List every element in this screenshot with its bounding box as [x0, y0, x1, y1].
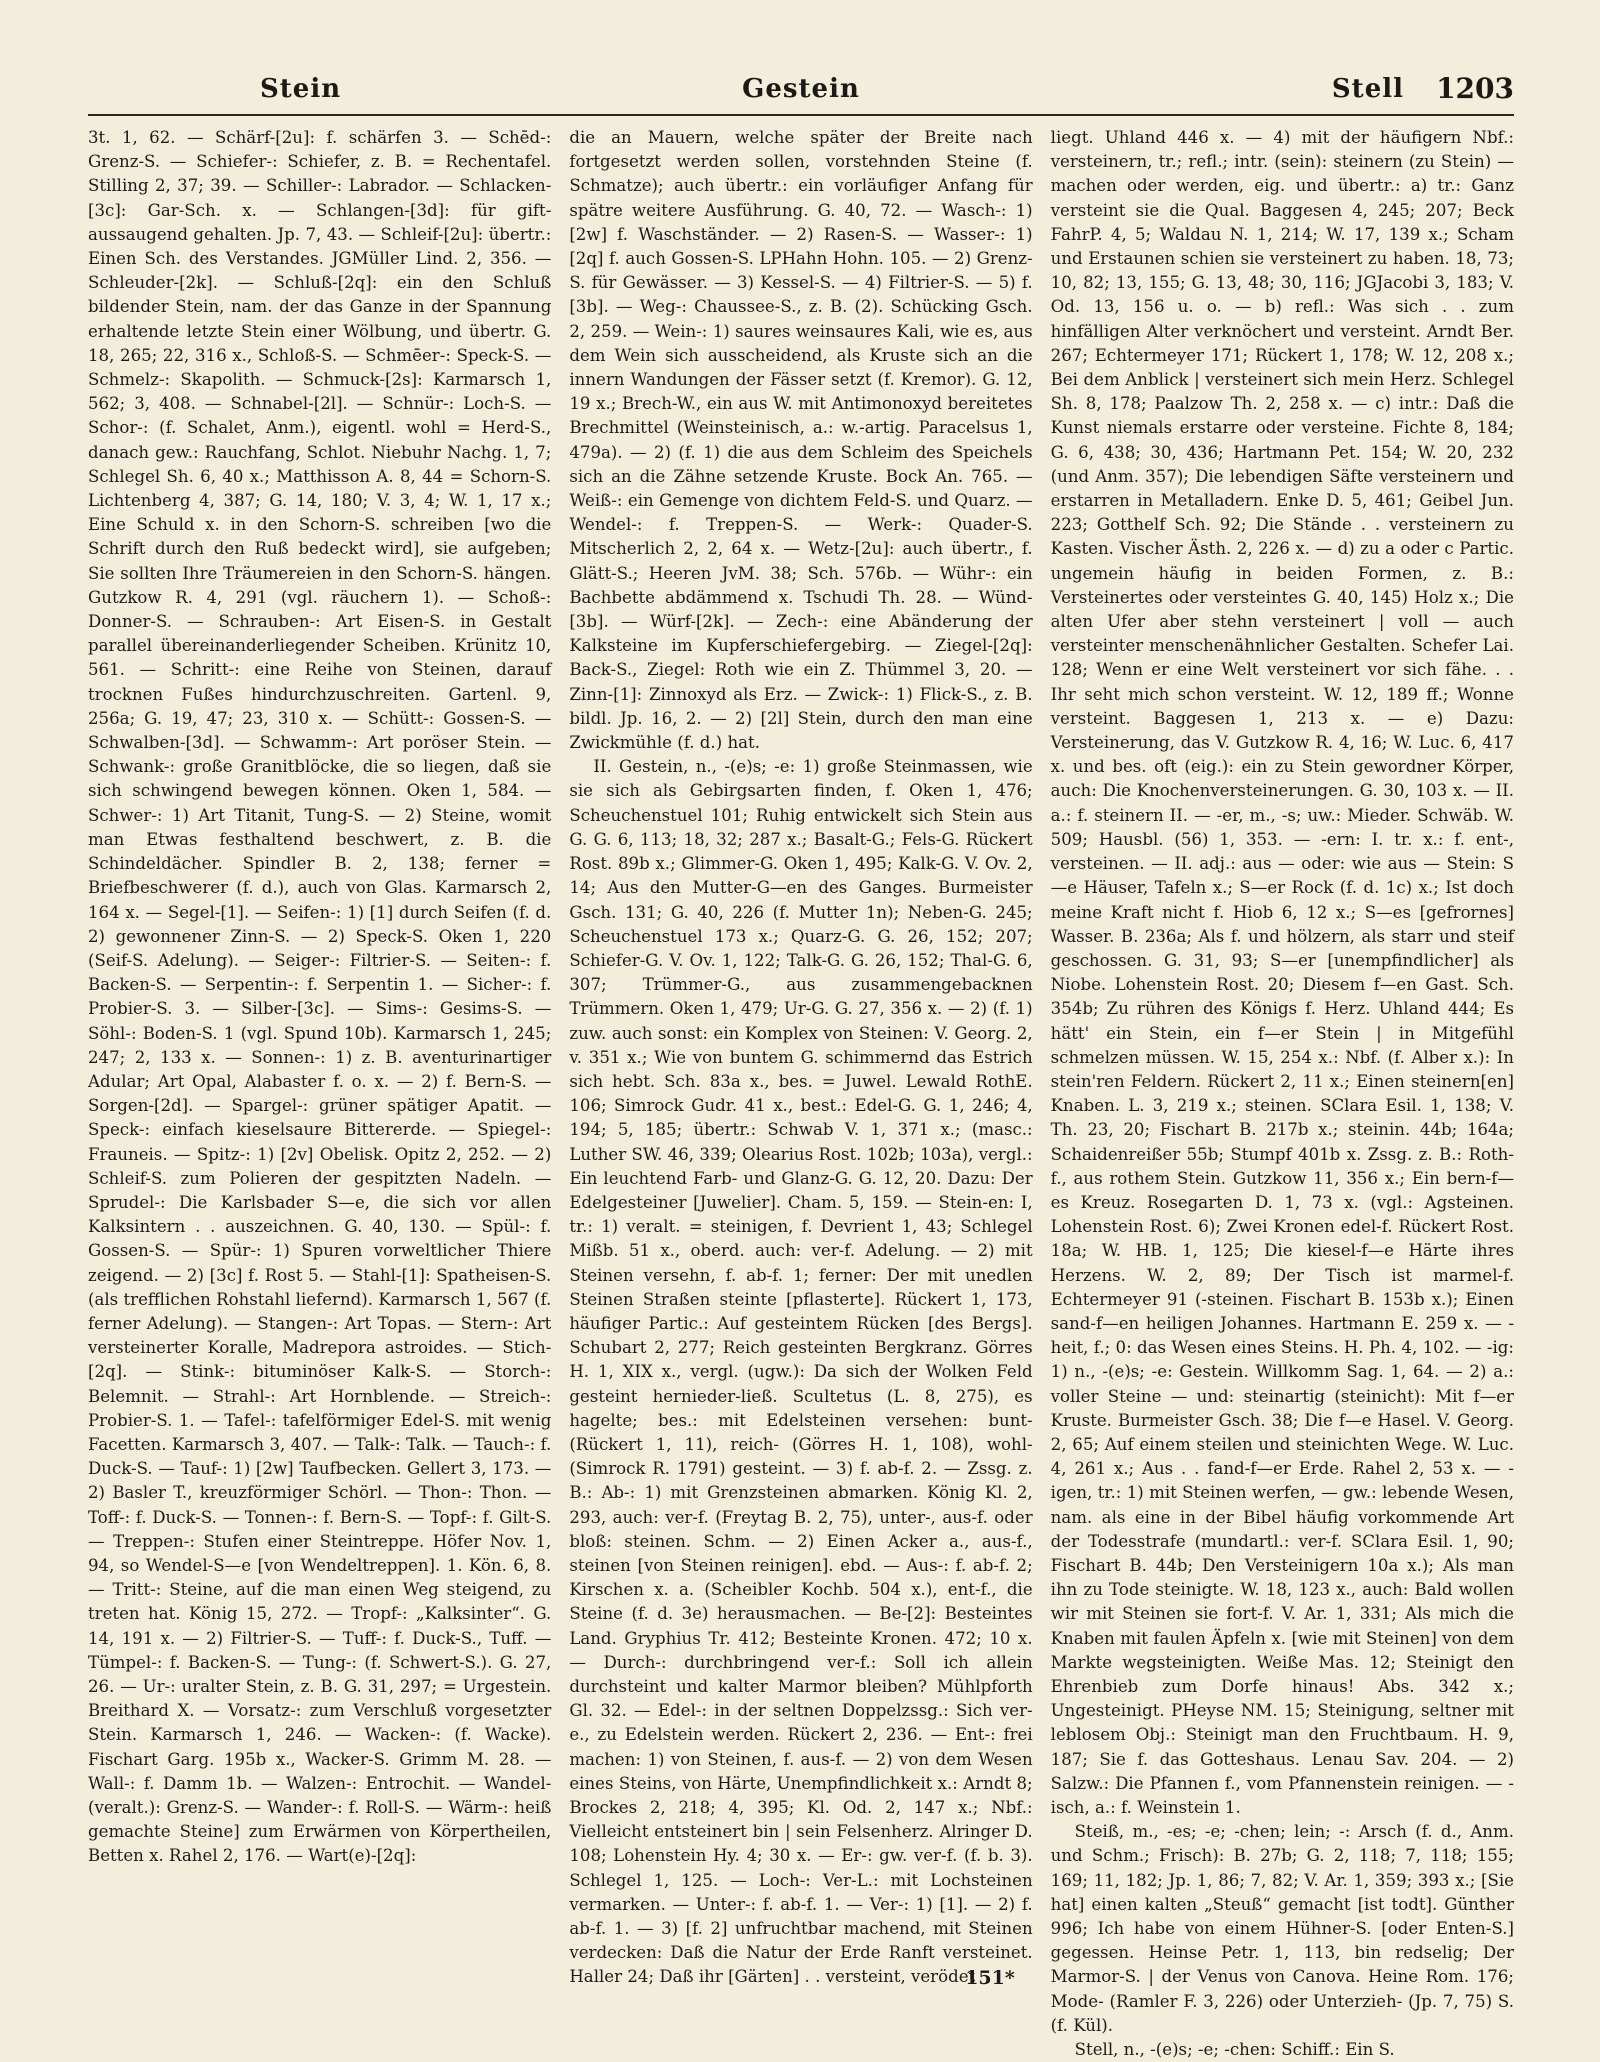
- header-center-word: Gestein: [742, 74, 860, 104]
- running-header: [88, 70, 1514, 116]
- page-number: 1203: [1436, 72, 1514, 105]
- column-1: [88, 126, 551, 1946]
- column-3: [1050, 126, 1514, 2060]
- header-right-word: Stell: [1331, 74, 1404, 104]
- column-3-paragraph-3: Stell, n., -(e)s; -e; -chen: Schiff.: Ein S.: [1074, 2040, 1395, 2060]
- page-footer: [0, 1967, 1600, 1989]
- column-2-paragraph-2: II. Gestein, n., -(e)s; -e: 1) große Steinmassen, wie sie sich als Gebirgsarten finden, f. Oken 1, 476; Scheuchenstuel 101; Ruhig entwickelt sich Stein aus G. G. 6, 113; 18, 32; 287 x.; Basalt-G.; Fels-G. Rückert Rost. 89b x.; Glimmer-G. Oken 1, 495; Kalk-G. V. Ov. 2, 14; Aus den Mutter-G—en des Ganges. Burmeister Gsch. 131; G. 40, 226 (f. Mutter 1n); Neben-G. 245; Scheuchenstuel 173 x.; Quarz-G. G. 26, 152; 207; Schiefer-G. V. Ov. 1, 122; Talk-G. G. 26, 152; Thal-G. 6, 307; Trümmer-G., aus zusammengebacknen Trümmern. Oken 1, 479; Ur-G. G. 27, 356 x. — 2) (f. 1) zuw. auch sonst: ein Komplex von Steinen: V. Georg. 2, v. 351 x.; Wie von buntem G. schimmernd das Estrich sich hebt. Sch. 83a x., bes. = Juwel. Lewald RothE. 106; Simrock Gudr. 41 x., best.: Edel-G. G. 1, 246; 4, 194; 5, 185; übertr.: Schwab V. 1, 371 x.; (masc.: Luther SW. 46, 339; Olearius Rost. 102b; 103a), vergl.: Ein leuchtend Farb- und Glanz-G. G. 12, 20. Dazu: Der Edelgesteiner [Juwelier]. Cham. 5, 159. — Stein-en: I, tr.: 1) veralt. = steinigen, f. Devrient 1, 43; Schlegel Mißb. 51 x., oberd. auch: ver-f. Adelung. — 2) mit Steinen versehn, f. ab-f. 1; ferner: Der mit unedlen Steinen Straßen steinte [pflasterte]. Rückert 1, 173, häufiger Partic.: Auf gesteintem Rücken [des Bergs]. Schubart 2, 277; Reich gesteinten Bergkranz. Görres H. 1, XIX x., vergl. (ugw.): Da sich der Wolken Feld gesteint hernieder-ließ. Scultetus (L. 8, 275), es hagelte; bes.: mit Edelsteinen versehen: bunt- (Rückert 1, 11), reich- (Görres H. 1, 108), wohl- (Simrock R. 1791) gesteint. — 3) f. ab-f. 2. — Zssg. z. B.: Ab-: 1) mit Grenzsteinen abmarken. König Kl. 2, 293, auch: ver-f. (Freytag B. 2, 75), unter-, aus-f. oder bloß: steinen. Schm. — 2) Einen Acker a., aus-f., steinen [von Steinen reinigen]. ebd. — Aus-: f. ab-f. 2; Kirschen x. a. (Scheibler Kochb. 504 x.), ent-f., die Steine (f. d. 3e) herausmachen. — Be-[2]: Besteintes Land. Gryphius Tr. 412; Besteinte Kronen. 472; 10 x. — Durch-: durchbringend ver-f.: Soll ich allein durchsteint und kalter Marmor bleiben? Mühlpforth Gl. 32. — Edel-: in der seltnen Doppelzssg.: Sich ver-e., zu Edelstein werden. Rückert 2, 236. — Ent-: frei machen: 1) von Steinen, f. aus-f. — 2) von dem Wesen eines Steins, von Härte, Unempfindlichkeit x.: Arndt 8; Brockes 2, 218; 4, 395; Kl. Od. 2, 147 x.; Nbf.: Vielleicht entsteinert bin | sein Felsenherz. Alringer D. 108; Lohenstein Hy. 4; 30 x. — Er-: gw. ver-f. (f. b. 3). Schlegel 1, 125. — Loch-: Ver-L.: mit Lochsteinen vermarken. — Unter-: f. ab-f. 1. — Ver-: 1) [1]. — 2) f. ab-f. 1. — 3) [f. 2] unfruchtbar machend, mit Steinen verdecken: Daß die Natur der Erde Ranft versteinet. Haller 24; Daß ihr [Gärten] . . versteint, verödet: [569, 757, 1033, 1987]
- column-2-paragraph-1: die an Mauern, welche später der Breite nach fortgesetzt werden sollen, vorstehnden Steine (f. Schmatze); auch übertr.: ein vorläufiger Anfang für spätre weitere Ausführung. G. 40, 72. — Wasch-: 1) [2w] f. Waschständer. — 2) Rasen-S. — Wasser-: 1) [2q] f. auch Gossen-S. LPHahn Hohn. 105. — 2) Grenz-S. für Gewässer. — 3) Kessel-S. — 4) Filtrier-S. — 5) f. [3b]. — Weg-: Chaussee-S., z. B. (2). Schücking Gsch. 2, 259. — Wein-: 1) saures weinsaures Kali, wie es, aus dem Wein sich ausscheidend, als Kruste sich an die innern Wandungen der Fässer setzt (f. Kremor). G. 12, 19 x.; Brech-W., ein aus W. mit Antimonoxyd bereitetes Brechmittel (Weinsteinisch, a.: w.-artig. Paracelsus 1, 479a). — 2) (f. 1) die aus dem Schleim des Speichels sich an die Zähne setzende Kruste. Bock An. 765. — Weiß-: ein Gemenge von dichtem Feld-S. und Quarz. — Wendel-: f. Treppen-S. — Werk-: Quader-S. Mitscherlich 2, 2, 64 x. — Wetz-[2u]: auch übertr., f. Glätt-S.; Heeren JvM. 38; Sch. 576b. — Wühr-: ein Bachbette abdämmend x. Tschudi Th. 28. — Wünd-[3b]. — Würf-[2k]. — Zech-: eine Abänderung der Kalksteine im Kupferschiefergebirg. — Ziegel-[2q]: Back-S., Ziegel: Roth wie ein Z. Thümmel 3, 20. — Zinn-[1]: Zinnoxyd als Erz. — Zwick-: 1) Flick-S., z. B. bildl. Jp. 16, 2. — 2) [2l] Stein, durch den man eine Zwickmühle (f. d.) hat.: [569, 128, 1033, 753]
- signature-mark: 151*: [965, 1967, 1015, 1989]
- header-left-word: Stein: [260, 74, 342, 104]
- column-3-paragraph-1: liegt. Uhland 446 x. — 4) mit der häufigern Nbf.: versteinern, tr.; refl.; intr. (sein): steinern (zu Stein) — machen oder werden, eig. und übertr.: a) tr.: Ganz versteint sie die Qual. Baggesen 4, 245; 207; Beck FahrP. 4, 5; Waldau N. 1, 214; W. 17, 139 x.; Scham und Erstaunen schien sie versteinert zu haben. 18, 73; 10, 82; 13, 155; G. 13, 48; 30, 116; JGJacobi 3, 183; V. Od. 13, 156 u. o. — b) refl.: Was sich . . zum hinfälligen Alter verknöchert und versteint. Arndt Ber. 267; Echtermeyer 171; Rückert 1, 178; W. 12, 208 x.; Bei dem Anblick | versteinert sich mein Herz. Schlegel Sh. 8, 178; Paalzow Th. 2, 258 x. — c) intr.: Daß die Kunst niemals erstarre oder versteine. Fichte 8, 184; G. 6, 438; 30, 436; Hartmann Pet. 154; W. 20, 232 (und Anm. 357); Die lebendigen Säfte versteinern und erstarren in Metalladern. Enke D. 5, 461; Geibel Jun. 223; Gotthelf Sch. 92; Die Stände . . versteinern zu Kasten. Vischer Ästh. 2, 226 x. — d) zu a oder c Partic. ungemein häufig in beiden Formen, z. B.: Versteinertes oder versteintes G. 40, 145) Holz x.; Die alten Ufer aber stehn versteinert | voll — auch versteinter menschenähnlicher Gestalten. Schefer Lai. 128; Wenn er eine Welt versteinert vor sich fähe. . . Ihr seht mich schon versteint. W. 12, 189 ff.; Wonne versteint. Baggesen 1, 213 x. — e) Dazu: Versteinerung, das V. Gutzkow R. 4, 16; W. Luc. 6, 417 x. und bes. oft (eig.): ein zu Stein gewordner Körper, auch: Die Knochenversteinerungen. G. 30, 103 x. — II. a.: f. steinern II. — -er, m., -s; uw.: Mieder. Schwäb. W. 509; Hausbl. (56) 1, 353. — -ern: I. tr. x.: f. ent-, versteinen. — II. adj.: aus — oder: wie aus — Stein: S—e Häuser, Tafeln x.; S—er Rock (f. d. 1c) x.; Ist doch meine Kraft nicht f. Hiob 6, 12 x.; S—es [gefrornes] Wasser. B. 236a; Als f. und hölzern, als starr und steif geschossen. G. 31, 93; S—er [unempfindlicher] als Niobe. Lohenstein Rost. 20; Diesem f—en Gast. Sch. 354b; Zu rühren des Königs f. Herz. Uhland 444; Es hätt' ein Stein, ein f—er Stein | in Mitgefühl schmelzen müssen. W. 15, 254 x.: Nbf. (f. Alber x.): In stein'ren Feldern. Rückert 2, 11 x.; Einen steinern[en] Knaben. L. 3, 219 x.; steinen. SClara Esil. 1, 138; V. Th. 23, 20; Fischart B. 217b x.; steinin. 44b; 164a; Schaidenreißer 55b; Stumpf 401b x. Zssg. z. B.: Roth-f., aus rothem Stein. Gutzkow 11, 356 x.; Ein bern-f—es Kreuz. Rosegarten D. 1, 73 x. (vgl.: Agsteinen. Lohenstein Rost. 6); Zwei Kronen edel-f. Rückert Rost. 18a; W. HB. 1, 125; Die kiesel-f—e Härte ihres Herzens. W. 2, 89; Der Tisch ist marmel-f. Echtermeyer 91 (-steinen. Fischart B. 153b x.); Einen sand-f—en heiligen Johannes. Hartmann E. 259 x. — -heit, f.; 0: das Wesen eines Steins. H. Ph. 4, 102. — -ig: 1) n., -(e)s; -e: Gestein. Willkomm Sag. 1, 64. — 2) a.: voller Steine — und: steinartig (steinicht): Mit f—er Kruste. Burmeister Gsch. 38; Die f—e Hasel. V. Georg. 2, 65; Auf einem steilen und steinichten Wege. W. Luc. 4, 261 x.; Aus . . fand-f—er Erde. Rahel 2, 53 x. — -igen, tr.: 1) mit Steinen werfen, — gw.: lebende Wesen, nam. als eine in der Bibel häufig vorkommende Art der Todesstrafe (mundartl.: ver-f. SClara Esil. 1, 90; Fischart B. 44b; Den Versteinigern 10a x.); Als man ihn zu Tode steinigte. W. 18, 123 x., auch: Bald wollen wir mit Steinen sie fort-f. V. Ar. 1, 331; Als mich die Knaben mit faulen Äpfeln x. [wie mit Steinen] von dem Markte wegsteinigten. Weiße Mas. 12; Steinigt den Ehrenbieb zum Dorfe hinaus! Abs. 342 x.; Ungesteinigt. PHeyse NM. 15; Steinigung, seltner mit leblosem Obj.: Steinigt man den Fruchtbaum. H. 9, 187; Sie f. das Gotteshaus. Lenau Sav. 204. — 2) Salzw.: Die Pfannen f., vom Pfannenstein reinigen. — -isch, a.: f. Weinstein 1.: [1050, 128, 1514, 1818]
- column-3-paragraph-2: Steiß, m., -es; -e; -chen; lein; -: Arsch (f. d., Anm. und Schm.; Frisch): B. 27b; G. 2, 118; 7, 118; 155; 169; 11, 182; Jp. 1, 86; 7, 82; V. Ar. 1, 359; 393 x.; [Sie hat] einen kalten „Steuß“ gemacht [ist todt]. Günther 996; Ich habe von einem Hühner-S. [oder Enten-S.] gegessen. Heinse Petr. 1, 113, bin redselig; Der Marmor-S. | der Venus von Canova. Heine Rom. 176; Mode- (Ramler F. 3, 226) oder Unterzieh- (Jp. 7, 75) S. (f. Kül).: [1050, 1822, 1514, 2035]
- column-1-paragraph-1: 3t. 1, 62. — Schärf-[2u]: f. schärfen 3. — Schēd-: Grenz-S. — Schiefer-: Schiefer, z. B. = Rechentafel. Stilling 2, 37; 39. — Schiller-: Labrador. — Schlacken-[3c]: Gar-Sch. x. — Schlangen-[3d]: für gift-aussaugend gehalten. Jp. 7, 43. — Schleif-[2u]: übertr.: Einen Sch. des Verstandes. JGMüller Lind. 2, 356. — Schleuder-[2k]. — Schluß-[2q]: ein den Schluß bildender Stein, nam. der das Ganze in der Spannung erhaltende letzte Stein einer Wölbung, und übertr. G. 18, 265; 22, 316 x., Schloß-S. — Schmēer-: Speck-S. — Schmelz-: Skapolith. — Schmuck-[2s]: Karmarsch 1, 562; 3, 408. — Schnabel-[2l]. — Schnür-: Loch-S. — Schor-: (f. Schalet, Anm.), eigentl. wohl = Herd-S., danach gew.: Rauchfang, Schlot. Niebuhr Nachg. 1, 7; Schlegel Sh. 6, 40 x.; Matthisson A. 8, 44 = Schorn-S. Lichtenberg 4, 387; G. 14, 180; V. 3, 4; W. 1, 17 x.; Eine Schuld x. in den Schorn-S. schreiben [wo die Schrift durch den Ruß bedeckt wird], sie aufgeben; Sie sollten Ihre Träumereien in den Schorn-S. hängen. Gutzkow R. 4, 291 (vgl. räuchern 1). — Schoß-: Donner-S. — Schrauben-: Art Eisen-S. in Gestalt parallel übereinanderliegender Scheiben. Krünitz 10, 561. — Schritt-: eine Reihe von Steinen, darauf trocknen Fußes hindurchzuschreiten. Gartenl. 9, 256a; G. 19, 47; 23, 310 x. — Schütt-: Gossen-S. — Schwalben-[3d]. — Schwamm-: Art poröser Stein. — Schwank-: große Granitblöcke, die so liegen, daß sie sich schwingend bewegen können. Oken 1, 584. — Schwer-: 1) Art Titanit, Tung-S. — 2) Steine, womit man Etwas festhaltend beschwert, z. B. die Schindeldächer. Spindler B. 2, 138; ferner = Briefbeschwerer (f. d.), auch von Glas. Karmarsch 2, 164 x. — Segel-[1]. — Seifen-: 1) [1] durch Seifen (f. d. 2) gewonnener Zinn-S. — 2) Speck-S. Oken 1, 220 (Seif-S. Adelung). — Seiger-: Filtrier-S. — Seiten-: f. Backen-S. — Serpentin-: f. Serpentin 1. — Sicher-: f. Probier-S. 3. — Silber-[3c]. — Sims-: Gesims-S. — Söhl-: Boden-S. 1 (vgl. Spund 10b). Karmarsch 1, 245; 247; 2, 133 x. — Sonnen-: 1) z. B. aventurinartiger Adular; Art Opal, Alabaster f. o. x. — 2) f. Bern-S. — Sorgen-[2d]. — Spargel-: grüner spätiger Apatit. — Speck-: einfach kieselsaure Bittererde. — Spiegel-: Frauneis. — Spitz-: 1) [2v] Obelisk. Opitz 2, 252. — 2) Schleif-S. zum Polieren der gespitzten Nadeln. — Sprudel-: Die Karlsbader S—e, die sich vor allen Kalksintern . . auszeichnen. G. 40, 130. — Spül-: f. Gossen-S. — Spür-: 1) Spuren vorweltlicher Thiere zeigend. — 2) [3c] f. Rost 5. — Stahl-[1]: Spatheisen-S. (als trefflichen Rohstahl liefernd). Karmarsch 1, 567 (f. ferner Adelung). — Stangen-: Art Topas. — Stern-: Art versteinerter Koralle, Madrepora astroides. — Stich-[2q]. — Stink-: bituminöser Kalk-S. — Storch-: Belemnit. — Strahl-: Art Hornblende. — Streich-: Probier-S. 1. — Tafel-: tafelförmiger Edel-S. mit wenig Facetten. Karmarsch 3, 407. — Talk-: Talk. — Tauch-: f. Duck-S. — Tauf-: 1) [2w] Taufbecken. Gellert 3, 173. — 2) Basler T., kreuzförmiger Schörl. — Thon-: Thon. — Toff-: f. Duck-S. — Tonnen-: f. Bern-S. — Topf-: f. Gilt-S. — Treppen-: Stufen einer Steintreppe. Höfer Nov. 1, 94, so Wendel-S—e [von Wendeltreppen]. 1. Kön. 6, 8. — Tritt-: Steine, auf die man einen Weg steigend, zu treten hat. König 15, 272. — Tropf-: „Kalksinter“. G. 14, 191 x. — 2) Filtrier-S. — Tuff-: f. Duck-S., Tuff. — Tümpel-: f. Backen-S. — Tung-: (f. Schwert-S.). G. 27, 26. — Ur-: uralter Stein, z. B. G. 31, 297; = Urgestein. Breithard X. — Vorsatz-: zum Verschluß vorgesetzter Stein. Karmarsch 1, 246. — Wacken-: (f. Wacke). Fischart Garg. 195b x., Wacker-S. Grimm M. 28. — Wall-: f. Damm 1b. — Walzen-: Entrochit. — Wandel- (veralt.): Grenz-S. — Wander-: f. Roll-S. — Wärm-: heiß gemachte Steine] zum Erwärmen von Körpertheilen, Betten x. Rahel 2, 176. — Wart(e)-[2q]:: [88, 128, 552, 1866]
